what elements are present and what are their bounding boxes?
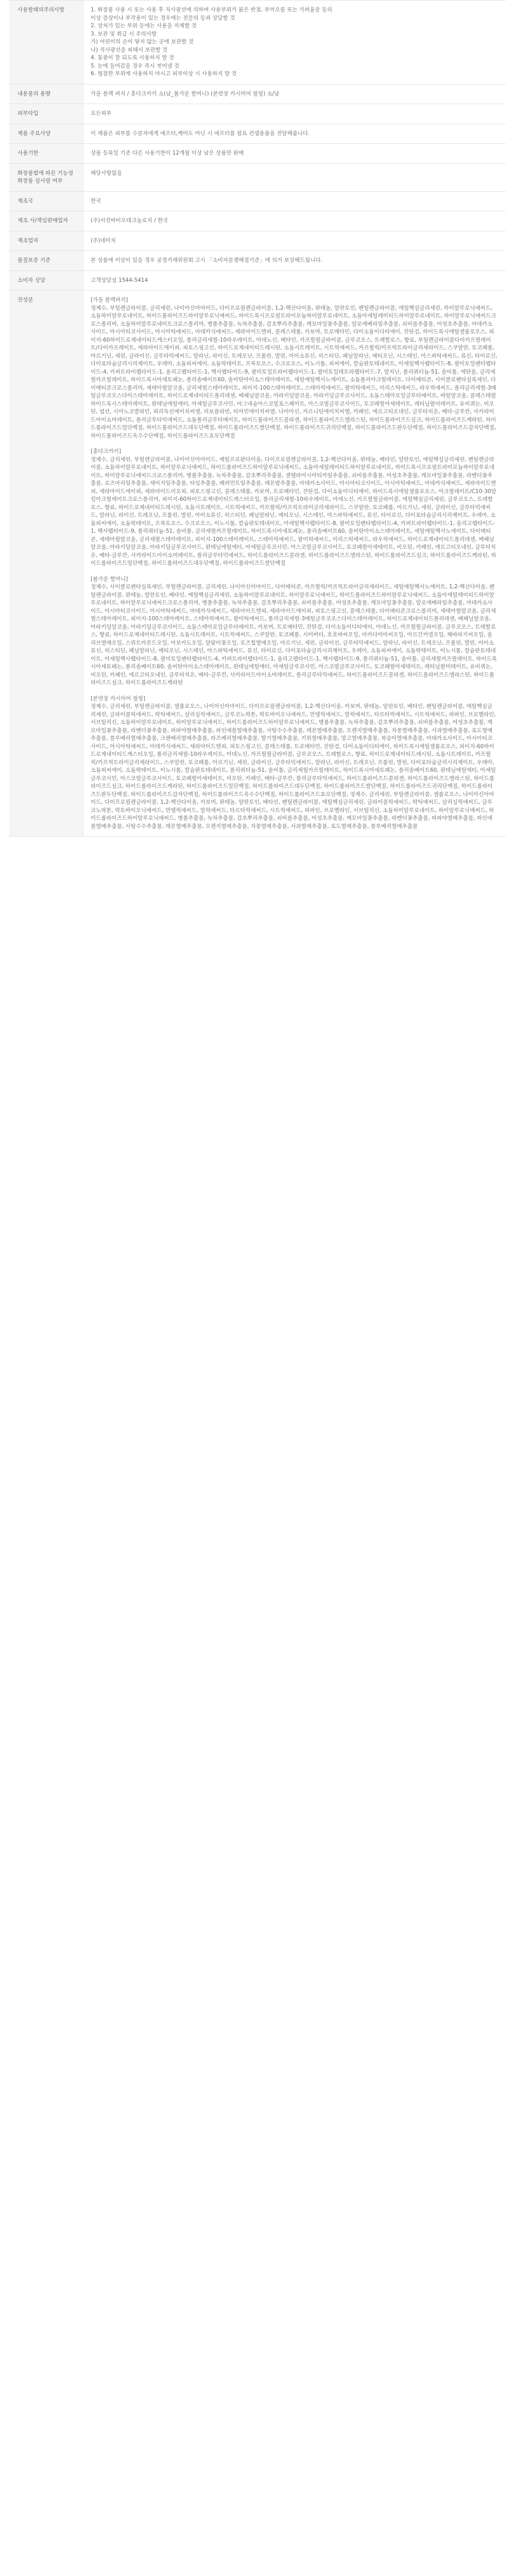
ingredient-section-title: [가을 블랙퍼지] — [91, 297, 128, 303]
info-row — [9, 270, 506, 291]
info-row-value — [83, 251, 506, 271]
info-row-label: 제품 주요사양 — [9, 124, 83, 144]
info-row — [9, 231, 506, 251]
info-row — [9, 211, 506, 231]
ingredient-section-text: 정제수, 사이클로펜타실록세인, 부틸렌글라이콜, 글리세린, 나이아신아마이드, 다이메티콘, 카프릴릭/카프릭트라이글리세라이드, 세틸에틸헥사노에이트, 1,2-헥산다이올, 펜틸렌글라이콜, 판테놀, 알란토인, 베타인, 에틸헥실글리세린, 소듐하이알루로네이트, 하이알루로닉애씨드, 하이드롤라이즈드하이알루로닉애씨드, 소듐아세틸레이티드하이알루로네이트, 하이알루로닉애씨드크로스폴리머, 병풀추출물, 녹차추출물, 감초뿌리추출물, 쇠비름추출물, 어성초추출물, 캐모마일꽃추출물, 알로에베라잎추출물, 마데카소사이드, 아시아티코사이드, 아시아틱애씨드, 마데카식애씨드, 세라마이드엔피, 세라마이드에이피, 피토스핑고신, 콜레스테롤, 다이메티콘크로스폴리머, 세테아릴알코올, 글리세릴스테아레이트, 피이지-100스테아레이트, 스테아릭애씨드, 팔미틱애씨드, 폴리글리세릴-3메틸글루코오스다이스테아레이트, 하이드로제네이티드폴리데센, 베헤닐알코올, 아라키딜알코올, 아라키딜글루코사이드, 소듐스테아로일글루타메이트, 카보머, 트로메타민, 잔탄검, 다이소듐이디티에이, 아데노신, 카프릴릴글라이콜, 글루코오스, 트레할로스, 향료, 하이드로제네이티드레시틴, 소듐시트레이트, 시트릭애씨드, 스쿠알란, 토코페롤, 시어버터, 호호바씨오일, 마카다미아씨오일, 아르간커넬오일, 해바라기씨오일, 올리브열매오일, 스위트아몬드오일, 아보카도오일, 달맞이꽃오일, 로즈힙열매오일, 아르기닌, 세린, 글라이신, 글루타믹애씨드, 알라닌, 라이신, 트레오닌, 프롤린, 발린, 아이소류신, 히스티딘, 페닐알라닌, 메티오닌, 시스테인, 아스파틱애씨드, 류신, 타이로신, 다이포타슘글리시리제이트, 우레아, 소듐피씨에이, 소듐락테이트, 이노시톨, 칼슘판토테네이트, 아세틸헥사펩타이드-8, 팔미토일펜타펩타이드-4, 카퍼트라이펩타이드-1, 올리고펩타이드-1, 헥사펩타이드-9, 폴리쿼터늄-51, 솔비톨, 글리세릴카프릴레이트, 하이드록시아세토페논, 폴리솔베이트60, 솔비탄아이소스테아레이트, 판테닐에틸에터, 아세틸글루코사민, 아스코빌글루코사이드, 토코페릴아세테이트, 레티닐팔미테이트, 유비퀴논, 비오틴, 카페인, 에르고티오네인, 글루타치온, 베타-글루칸, 사카라이드아이소머레이트, 폴리글루타믹애씨드, 하이드롤라이즈드콜라겐, 하이드롤라이즈드엘라스틴, 하이드롤라이즈드실크, 하이드롤라이즈드케라틴 — [91, 584, 497, 686]
info-row — [9, 104, 506, 124]
info-row-value-line: 가을 블랙 퍼지 / 총다크카키 소(남_봄가운 할머니) (본연장 카시미어 필링) 소/남 — [91, 90, 280, 97]
info-row-value — [83, 144, 506, 164]
ingredients-label: 전성분 — [9, 291, 83, 837]
info-row-value-line: 상품 등록일 기준 다른 사용기한이 12개월 이상 남은 상품만 판매 — [91, 150, 244, 156]
ingredients-row — [9, 291, 506, 837]
info-row-value-line: 5. 눈에 들어갔을 경우 즉시 씻어낼 것 — [91, 62, 180, 69]
info-row-value-line: 이상 증상이나 부작용이 있는 경우에는 전문의 등과 상담할 것 — [91, 14, 235, 21]
info-row-label: 내용물의 용량 — [9, 84, 83, 104]
info-row — [9, 251, 506, 271]
info-row-value-line: 해당사항없음 — [91, 170, 122, 176]
info-row — [9, 191, 506, 211]
info-row-value-line: 나) 직사광선을 피해서 보관할 것 — [91, 46, 168, 53]
info-row-label: 제조국 — [9, 191, 83, 211]
ingredient-section-text: 정제수, 부틸렌글라이콜, 글리세린, 나이아신아마이드, 다이프로필렌글라이콜, 1,2-헥산다이올, 판테놀, 알란토인, 펜틸렌글라이콜, 에틸헥실글리세린, 하이알루로닉애씨드, 소듐하이알루로네이트, 하이드롤라이즈드하이알루로닉애씨드, 하이드록시프로필트라이모늄하이알루로네이트, 소듐아세틸레이티드하이알루로네이트, 하이알루로닉애씨드크로스폴리머, 소듐하이알루로네이트크로스폴리머, 병풀추출물, 녹차추출물, 감초뿌리추출물, 캐모마일꽃추출물, 알로에베라잎추출물, 쇠비름추출물, 어성초추출물, 마데카소사이드, 아시아티코사이드, 아시아틱애씨드, 마데카식애씨드, 세라마이드엔피, 콜레스테롤, 카보머, 트로메타민, 다이소듐이디티에이, 잔탄검, 하이드록시에틸셀룰로오스, 피이지-60하이드로제네이티드캐스터오일, 폴리글리세릴-10라우레이트, 아데노신, 베타인, 카프릴릴글라이콜, 글루코오스, 트레할로스, 향료, 부틸렌글라이콜다이카프릴레이트/다이카프레이트, 세라마이드에이피, 피토스핑고신, 하이드로제네이티드레시틴, 소듐시트레이트, 시트릭애씨드, 카프릴릭/카프릭트라이글리세라이드, 스쿠알란, 토코페롤, 아르기닌, 세린, 글라이신, 글루타믹애씨드, 알라닌, 라이신, 트레오닌, 프롤린, 발린, 아이소류신, 히스티딘, 페닐알라닌, 메티오닌, 시스테인, 아스파틱애씨드, 류신, 타이로신, 다이포타슘글리시리제이트, 우레아, 소듐피씨에이, 소듐락테이트, 프룩토오스, 수크로오스, 이노시톨, 피씨에이, 칼슘판토테네이트, 아세틸헥사펩타이드-8, 팔미토일펜타펩타이드-4, 카퍼트라이펩타이드-1, 올리고펩타이드-1, 헥사펩타이드-9, 팔미토일트라이펩타이드-1, 팔미토일테트라펩타이드-7, 알지닌, 폴리쿼터늄-51, 솔비톨, 에탄올, 글리세릴카프릴레이트, 하이드록시아세토페논, 폴리솔베이트60, 솔비탄아이소스테아레이트, 세틸에틸헥사노에이트, 소듐폴리아크릴레이트, 다이메티콘, 사이클로펜타실록세인, 다이메티콘크로스폴리머, 세테아릴알코올, 글리세릴스테아레이트, 피이지-100스테아레이트, 스테아릭애씨드, 팔미틱애씨드, 미리스틱애씨드, 라우릭애씨드, 폴리글리세릴-3메틸글루코오스다이스테아레이트, 하이드로제네이티드폴리데센, 베헤닐알코올, 아라키딜알코올, 아라키딜글루코사이드, 소듐스테아로일글루타메이트, 바틸알코올, 콜레스테릴하이드록시스테아레이트, 판테닐에틸에터, 아세틸글루코사민, 마그네슘아스코빌포스페이트, 아스코빌글루코사이드, 토코페릴아세테이트, 레티닐팔미테이트, 유비퀴논, 비오틴, 엽산, 시아노코발라민, 피리독신에이치씨엘, 리보플라빈, 티아민에이치씨엘, 나이아신, 카르니틴에이치씨엘, 카페인, 에르고티오네인, 글루타치온, 베타-글루칸, 사카라이드아이소머레이트, 폴리글루타믹애씨드, 소듐폴리글루타메이트, 하이드롤라이즈드콜라겐, 하이드롤라이즈드엘라스틴, 하이드롤라이즈드실크, 하이드롤라이즈드케라틴, 하이드롤라이즈드밀단백질, 하이드롤라이즈드대두단백질, 하이드롤라이즈드쌀단백질, 하이드롤라이즈드귀리단백질, 하이드롤라이즈드완두단백질, 하이드롤라이즈드감자단백질, 하이드롤라이즈드옥수수단백질, 하이드롤라이즈드효모단백질 — [91, 304, 497, 439]
info-row-value-line: 가) 어린이의 손이 닿지 않는 곳에 보관할 것 — [91, 39, 194, 45]
info-row-value — [83, 124, 506, 144]
info-row-value — [83, 104, 506, 124]
info-row-label: 제조업자 — [9, 231, 83, 251]
ingredient-section-title: [봄가운 할머니] — [91, 575, 128, 582]
product-info-container — [9, 0, 506, 837]
section-gap — [91, 568, 497, 575]
info-row-label: 품질보증 기준 — [9, 251, 83, 271]
info-row-value-line: (주)네이처 — [91, 237, 116, 244]
info-row-label: 제조 사/책임판매업자 — [9, 211, 83, 231]
info-row-label: 소비자 상담 — [9, 270, 83, 291]
section-gap — [91, 440, 497, 448]
ingredient-section-title: [총다크카키] — [91, 448, 121, 454]
ingredient-section-text: 정제수, 글리세린, 부틸렌글라이콜, 나이아신아마이드, 메틸프로판다이올, 다이프로필렌글라이콜, 1,2-헥산다이올, 판테놀, 베타인, 알란토인, 에틸헥실글리세린, 펜틸렌글라이콜, 소듐하이알루로네이트, 하이알루로닉애씨드, 하이드롤라이즈드하이알루로닉애씨드, 소듐아세틸레이티드하이알루로네이트, 하이드록시프로필트라이모늄하이알루로네이트, 하이알루로닉애씨드크로스폴리머, 병풀추출물, 녹차추출물, 감초뿌리추출물, 센텔라아시아티카잎추출물, 쇠비름추출물, 어성초추출물, 캐모마일꽃추출물, 라벤더꽃추출물, 로즈마리잎추출물, 세이지잎추출물, 타임추출물, 페퍼민트잎추출물, 레몬밤추출물, 마데카소사이드, 아시아티코사이드, 아시아틱애씨드, 마데카식애씨드, 세라마이드엔피, 세라마이드에이피, 세라마이드이오피, 피토스핑고신, 콜레스테롤, 카보머, 트로메타민, 잔탄검, 다이소듐이디티에이, 하이드록시에틸셀룰로오스, 아크릴레이트/C10-30알킬아크릴레이트크로스폴리머, 피이지-60하이드로제네이티드캐스터오일, 폴리글리세릴-10라우레이트, 아데노신, 카프릴릴글라이콜, 에틸헥실글리세린, 글루코오스, 트레할로스, 향료, 하이드로제네이티드레시틴, 소듐시트레이트, 시트릭애씨드, 카프릴릭/카프릭트라이글리세라이드, 스쿠알란, 토코페롤, 아르기닌, 세린, 글라이신, 글루타믹애씨드, 알라닌, 라이신, 트레오닌, 프롤린, 발린, 아이소류신, 히스티딘, 페닐알라닌, 메티오닌, 시스테인, 아스파틱애씨드, 류신, 타이로신, 다이포타슘글리시리제이트, 우레아, 소듐피씨에이, 소듐락테이트, 프룩토오스, 수크로오스, 이노시톨, 칼슘판토테네이트, 아세틸헥사펩타이드-8, 팔미토일펜타펩타이드-4, 카퍼트라이펩타이드-1, 올리고펩타이드-1, 헥사펩타이드-9, 폴리쿼터늄-51, 솔비톨, 글리세릴카프릴레이트, 하이드록시아세토페논, 폴리솔베이트60, 솔비탄아이소스테아레이트, 세틸에틸헥사노에이트, 다이메티콘, 세테아릴알코올, 글리세릴스테아레이트, 피이지-100스테아레이트, 스테아릭애씨드, 팔미틱애씨드, 미리스틱애씨드, 라우릭애씨드, 하이드로제네이티드폴리데센, 베헤닐알코올, 아라키딜알코올, 아라키딜글루코사이드, 판테닐에틸에터, 아세틸글루코사민, 아스코빌글루코사이드, 토코페릴아세테이트, 비오틴, 카페인, 에르고티오네인, 글루타치온, 베타-글루칸, 사카라이드아이소머레이트, 폴리글루타믹애씨드, 하이드롤라이즈드콜라겐, 하이드롤라이즈드엘라스틴, 하이드롤라이즈드실크, 하이드롤라이즈드케라틴, 하이드롤라이즈드밀단백질, 하이드롤라이즈드대두단백질, 하이드롤라이즈드쌀단백질 — [91, 456, 496, 566]
info-row-label: 사용할때의주의사항 — [9, 1, 83, 84]
info-row-value — [83, 270, 506, 291]
info-row — [9, 124, 506, 144]
section-gap — [91, 687, 497, 695]
product-info-table — [9, 0, 506, 837]
info-row-value — [83, 163, 506, 191]
info-row-value-line: (주)서진바이오테크놀로지 / 한국 — [91, 217, 168, 224]
ingredient-section-text: 정제수, 글리세린, 부틸렌글라이콜, 셀룰로오스, 나이아신아마이드, 다이프로필렌글라이콜, 1,2-헥산다이올, 카보머, 판테놀, 알란토인, 베타인, 펜틸렌글라이콜, 에틸헥실글리세린, 글라이콜릭애씨드, 락틱애씨드, 살리실릭애씨드, 글루코노락톤, 락토바이오닉애씨드, 만델릭애씨드, 말릭애씨드, 타르타릭애씨드, 시트릭애씨드, 파파인, 브로멜라인, 서브틸리신, 소듐하이알루로네이트, 하이알루로닉애씨드, 하이드롤라이즈드하이알루로닉애씨드, 병풀추출물, 녹차추출물, 감초뿌리추출물, 쇠비름추출물, 어성초추출물, 캐모마일꽃추출물, 라벤더꽃추출물, 파파야열매추출물, 파인애플열매추출물, 사탕수수추출물, 레몬열매추출물, 오렌지열매추출물, 자몽열매추출물, 사과열매추출물, 포도열매추출물, 블루베리열매추출물, 크랜베리열매추출물, 라즈베리열매추출물, 딸기열매추출물, 키위열매추출물, 망고열매추출물, 복숭아열매추출물, 마데카소사이드, 아시아티코사이드, 아시아틱애씨드, 마데카식애씨드, 세라마이드엔피, 피토스핑고신, 콜레스테롤, 트로메타민, 잔탄검, 다이소듐이디티에이, 하이드록시에틸셀룰로오스, 피이지-60하이드로제네이티드캐스터오일, 폴리글리세릴-10라우레이트, 아데노신, 카프릴릴글라이콜, 글루코오스, 트레할로스, 향료, 하이드로제네이티드레시틴, 소듐시트레이트, 카프릴릭/카프릭트라이글리세라이드, 스쿠알란, 토코페롤, 아르기닌, 세린, 글라이신, 글루타믹애씨드, 알라닌, 라이신, 트레오닌, 프롤린, 발린, 다이포타슘글리시리제이트, 우레아, 소듐피씨에이, 소듐락테이트, 이노시톨, 칼슘판토테네이트, 폴리쿼터늄-51, 솔비톨, 글리세릴카프릴레이트, 하이드록시아세토페논, 폴리솔베이트60, 판테닐에틸에터, 아세틸글루코사민, 아스코빌글루코사이드, 토코페릴아세테이트, 비오틴, 카페인, 베타-글루칸, 폴리글루타믹애씨드, 하이드롤라이즈드콜라겐, 하이드롤라이즈드엘라스틴, 하이드롤라이즈드실크, 하이드롤라이즈드케라틴, 하이드롤라이즈드밀단백질, 하이드롤라이즈드대두단백질, 하이드롤라이즈드쌀단백질, 하이드롤라이즈드귀리단백질, 하이드롤라이즈드완두단백질, 하이드롤라이즈드감자단백질, 하이드롤라이즈드옥수수단백질, 하이드롤라이즈드효모단백질, 정제수, 글리세린, 부틸렌글라이콜, 셀룰로오스, 나이아신아마이드, 다이프로필렌글라이콜, 1,2-헥산다이올, 카보머, 판테놀, 알란토인, 베타인, 펜틸렌글라이콜, 에틸헥실글리세린, 글라이콜릭애씨드, 락틱애씨드, 살리실릭애씨드, 글루코노락톤, 락토바이오닉애씨드, 만델릭애씨드, 말릭애씨드, 타르타릭애씨드, 시트릭애씨드, 파파인, 브로멜라인, 서브틸리신, 소듐하이알루로네이트, 하이알루로닉애씨드, 하이드롤라이즈드하이알루로닉애씨드, 병풀추출물, 녹차추출물, 감초뿌리추출물, 쇠비름추출물, 어성초추출물, 캐모마일꽃추출물, 라벤더꽃추출물, 파파야열매추출물, 파인애플열매추출물, 사탕수수추출물, 레몬열매추출물, 오렌지열매추출물, 자몽열매추출물, 사과열매추출물, 포도열매추출물, 블루베리열매추출물 — [91, 703, 496, 829]
info-row-value-line: 6. 헝겊한 부위에 사용하지 마시고 피부이상 시 사용하지 말 것 — [91, 71, 237, 77]
info-row-value — [83, 191, 506, 211]
info-row-value-line: 한국 — [91, 197, 101, 204]
info-row-value-line: 모든피부 — [91, 110, 112, 116]
info-row-value-line: 이 제품은 피부를 수분자에게 애프터,케어도 아닌 시 애프터를 필요 컨셉용품을 전달해줍니다. — [91, 130, 310, 137]
info-row — [9, 84, 506, 104]
info-row-value-line: 3. 보관 및 취급 시 주의사항 — [91, 30, 157, 37]
ingredient-section-title: [본연장 카시미어 필링] — [91, 695, 146, 702]
info-row-value — [83, 84, 506, 104]
info-row — [9, 144, 506, 164]
info-row-value-line: 2. 상처가 있는 부위 등에는 사용을 자제할 것 — [91, 23, 197, 29]
info-row — [9, 1, 506, 84]
info-row — [9, 163, 506, 191]
info-row-label: 사용기한 — [9, 144, 83, 164]
info-row-value-line: 4. 통풍이 잘 되도록 사용하지 말 것 — [91, 55, 174, 61]
product-info-body — [9, 1, 506, 837]
ingredients-value — [83, 291, 506, 837]
info-row-label: 화장품법에 따른 기능성 화장품 심사필 여부 — [9, 163, 83, 191]
info-row-value-line: 고객상담실 1544-5414 — [91, 277, 148, 283]
info-row-value-line: 1. 화장품 사용 시 또는 사용 후 직사광선에 의하여 사용부위가 붉은 반점, 부어오름 또는 가려움증 등의 — [91, 7, 333, 13]
info-row-label: 피부타입 — [9, 104, 83, 124]
info-row-value — [83, 1, 506, 84]
info-row-value — [83, 211, 506, 231]
info-row-value-line: 본 상품에 이상이 있을 경우 공정거래위원회 고시 「소비자분쟁해결기준」에 의거 보상해드립니다. — [91, 257, 322, 263]
info-row-value — [83, 231, 506, 251]
